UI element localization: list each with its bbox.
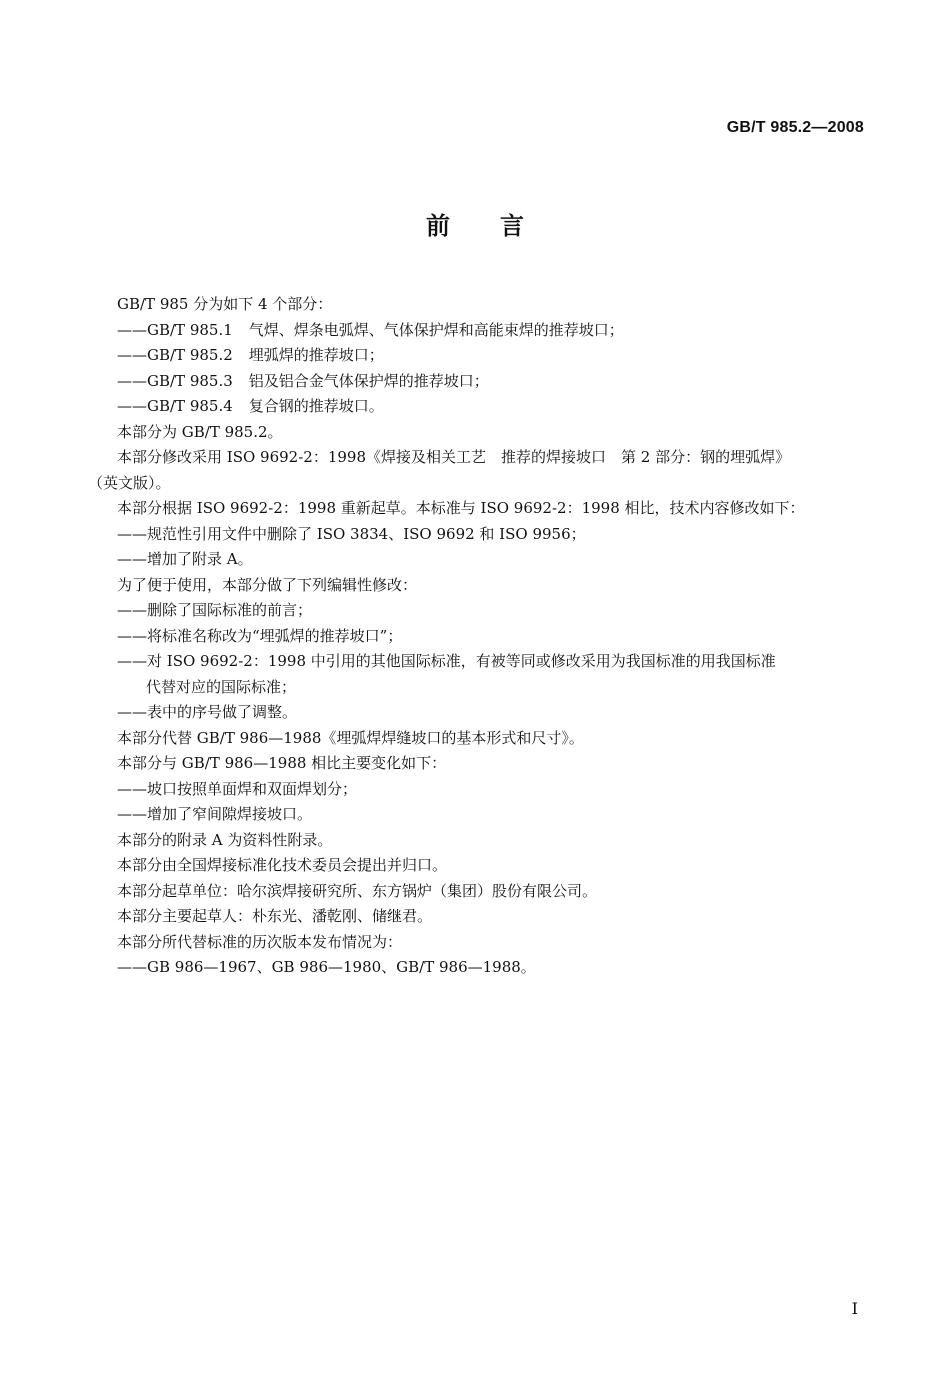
part-item-2 xyxy=(88,343,868,369)
part-code: ——GB/T 985.3 xyxy=(117,371,233,390)
history-item: ——GB 986—1967、GB 986—1980、GB/T 986—1988。 xyxy=(117,958,536,976)
annex-note: 本部分的附录 A 为资料性附录。 xyxy=(117,830,333,849)
history-intro: 本部分所代替标准的历次版本发布情况为： xyxy=(117,932,403,951)
replaces-statement: 本部分代替 GB/T 986—1988《埋弧焊焊缝坡口的基本形式和尺寸》。 xyxy=(117,728,584,747)
editorial-change-item: ——表中的序号做了调整。 xyxy=(117,703,298,721)
editorial-change-item: ——对 ISO 9692-2：1998 中引用的其他国际标准，有被等同或修改采用为我国标准的用我国标准 xyxy=(117,652,776,670)
part-code: ——GB/T 985.1 xyxy=(117,320,233,339)
page-title: 前言 xyxy=(426,212,574,240)
part-item-4 xyxy=(88,394,868,420)
part-name: 铝及铝合金气体保护焊的推荐坡口； xyxy=(248,371,489,390)
compare-intro: 本部分与 GB/T 986—1988 相比主要变化如下： xyxy=(117,754,447,772)
standard-code-header: GB/T 985.2—2008 xyxy=(726,119,864,136)
editorial-change-item: ——将标准名称改为“埋弧焊的推荐坡口”； xyxy=(117,626,403,645)
part-name: 埋弧焊的推荐坡口； xyxy=(248,346,384,364)
adoption-statement: 本部分修改采用 ISO 9692-2：1998《焊接及相关工艺 推荐的焊接坡口 第 2 部分：钢的埋弧焊》 xyxy=(117,448,791,466)
part-name: 气焊、焊条电弧焊、气体保护焊和高能束焊的推荐坡口； xyxy=(248,320,624,339)
part-item-1 xyxy=(88,318,868,344)
tech-change-item: ——规范性引用文件中删除了 ISO 3834、ISO 9692 和 ISO 9956； xyxy=(117,524,586,543)
part-code: ——GB/T 985.4 xyxy=(117,397,233,415)
main-change-item: ——坡口按照单面焊和双面焊划分； xyxy=(117,779,358,798)
part-code: ——GB/T 985.2 xyxy=(117,346,233,364)
adoption-statement-cont: （英文版）。 xyxy=(88,473,171,492)
foreword-body xyxy=(88,292,868,981)
tech-change-item: ——增加了附录 A。 xyxy=(117,550,253,568)
drafters: 本部分主要起草人：朴东光、潘乾刚、储继君。 xyxy=(117,907,433,925)
editorial-intro: 为了便于使用，本部分做了下列编辑性修改： xyxy=(117,575,418,594)
parts-intro: GB/T 985 分为如下 4 个部分： xyxy=(117,295,333,313)
redraft-statement: 本部分根据 ISO 9692-2：1998 重新起草。本标准与 ISO 9692-2：1998 相比，技术内容修改如下： xyxy=(117,499,805,517)
part-item-3 xyxy=(88,369,868,395)
proposer-statement: 本部分由全国焊接标准化技术委员会提出并归口。 xyxy=(117,856,448,874)
main-change-item: ——增加了窄间隙焊接坡口。 xyxy=(117,805,313,823)
page-number: I xyxy=(851,1299,858,1318)
editorial-change-item: ——删除了国际标准的前言； xyxy=(117,601,313,619)
editorial-change-item-cont: 代替对应的国际标准； xyxy=(146,677,297,696)
drafting-units: 本部分起草单位：哈尔滨焊接研究所、东方锅炉（集团）股份有限公司。 xyxy=(117,881,598,900)
part-name: 复合钢的推荐坡口。 xyxy=(248,397,384,415)
this-part-statement: 本部分为 GB/T 985.2。 xyxy=(117,422,283,441)
